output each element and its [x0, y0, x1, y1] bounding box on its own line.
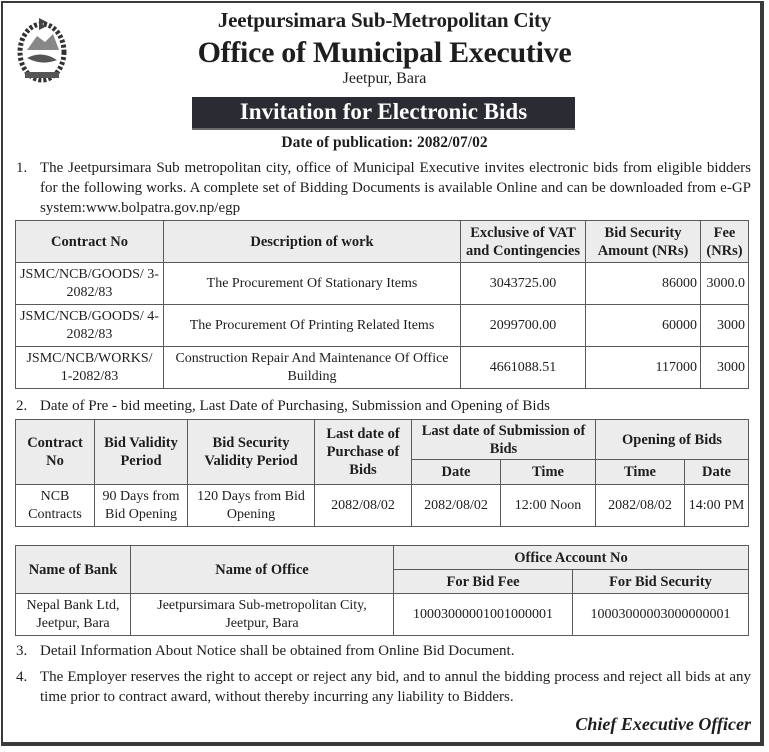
header-opening: Opening of Bids: [596, 420, 749, 460]
office-name: Jeetpursimara Sub-metropolitan City, Jeetpur, Bara: [131, 594, 394, 636]
point-3: [16, 641, 751, 661]
schedule-table: [15, 419, 749, 527]
header-last-purchase: Last date of Purchase of Bids: [315, 420, 412, 485]
contract-no: JSMC/NCB/GOODS/ 4-2082/83: [16, 305, 164, 347]
point-2: [16, 396, 751, 416]
contract-no: JSMC/NCB/WORKS/ 1-2082/83: [16, 347, 164, 389]
contract-no: JSMC/NCB/GOODS/ 3-2082/83: [16, 263, 164, 305]
office-location: Jeetpur, Bara: [342, 70, 427, 87]
table-row: [16, 347, 749, 389]
notice-title-banner: Invitation for Electronic Bids: [192, 97, 575, 130]
header-security-validity: Bid Security Validity Period: [188, 420, 315, 485]
header-submission-time: Time: [501, 460, 596, 485]
publication-date: Date of publication: 2082/07/02: [281, 134, 488, 151]
header-submission-date: Date: [412, 460, 501, 485]
table-row: [16, 594, 749, 636]
header-bid-security: Bid Security Amount (NRs): [586, 221, 701, 263]
bid-security-account: 10003000003000000001: [573, 594, 749, 636]
header-contract-no: Contract No: [16, 221, 164, 263]
point-text: The Jeetpursimara Sub metropolitan city, office of Municipal Executive invites electronic bids from eligible bidders for the following works. A complete set of Bidding Documents is available Online and can be downloaded from e-GP system:www.bolpatra.gov.np/egp: [40, 160, 751, 216]
bid-security: 86000: [586, 263, 701, 305]
header-bid-security: For Bid Security: [573, 570, 749, 594]
header-opening-time: Time: [596, 460, 685, 485]
point-number: 2.: [16, 398, 28, 414]
cost: 2099700.00: [461, 305, 586, 347]
header-opening-date: Date: [685, 460, 749, 485]
submission-time: 12:00 Noon: [501, 485, 596, 527]
submission-date: 2082/08/02: [412, 485, 501, 527]
office-name: Office of Municipal Executive: [197, 36, 572, 69]
header-contract-no: Contract No: [16, 420, 95, 485]
description: The Procurement Of Printing Related Items: [164, 305, 461, 347]
bank-name: Nepal Bank Ltd, Jeetpur, Bara: [16, 594, 131, 636]
fee: 3000.0: [701, 263, 749, 305]
bank-table: [15, 545, 749, 636]
point-text: Date of Pre - bid meeting, Last Date of Purchasing, Submission and Opening of Bids: [40, 398, 550, 414]
signature-title: Chief Executive Officer: [575, 714, 751, 734]
description: Construction Repair And Maintenance Of Office Building: [164, 347, 461, 389]
security-validity: 120 Days from Bid Opening: [188, 485, 315, 527]
header-bid-validity: Bid Validity Period: [95, 420, 188, 485]
header-bank: Name of Bank: [16, 546, 131, 594]
cost: 3043725.00: [461, 263, 586, 305]
table-row: [16, 263, 749, 305]
point-number: 1.: [16, 160, 28, 176]
fee: 3000: [701, 347, 749, 389]
point-text: Detail Information About Notice shall be obtained from Online Bid Document.: [40, 643, 515, 659]
bid-security: 117000: [586, 347, 701, 389]
bid-validity: 90 Days from Bid Opening: [95, 485, 188, 527]
header-submission: Last date of Submission of Bids: [412, 420, 596, 460]
contract-type: NCB Contracts: [16, 485, 95, 527]
cost: 4661088.51: [461, 347, 586, 389]
description: The Procurement Of Stationary Items: [164, 263, 461, 305]
header-account: Office Account No: [394, 546, 749, 570]
point-number: 3.: [16, 643, 28, 659]
header-office: Name of Office: [131, 546, 394, 594]
works-table: [15, 220, 749, 389]
header-description: Description of work: [164, 221, 461, 263]
header-bid-fee: For Bid Fee: [394, 570, 573, 594]
last-purchase-date: 2082/08/02: [315, 485, 412, 527]
opening-time: 2082/08/02: [596, 485, 685, 527]
table-row: [16, 305, 749, 347]
point-4: [16, 667, 751, 707]
point-text: The Employer reserves the right to accept or reject any bid, and to annul the bidding process and reject all bids at any time prior to contract award, without thereby incurring any liability to Bidders.: [40, 669, 751, 705]
header-cost: Exclusive of VAT and Contingencies: [461, 221, 586, 263]
point-1: [16, 158, 751, 218]
table-row: [16, 485, 749, 527]
fee: 3000: [701, 305, 749, 347]
point-number: 4.: [16, 669, 28, 685]
header-fee: Fee (NRs): [701, 221, 749, 263]
opening-date: 14:00 PM: [685, 485, 749, 527]
bid-fee-account: 10003000001001000001: [394, 594, 573, 636]
city-name: Jeetpursimara Sub-Metropolitan City: [217, 8, 552, 32]
bid-security: 60000: [586, 305, 701, 347]
